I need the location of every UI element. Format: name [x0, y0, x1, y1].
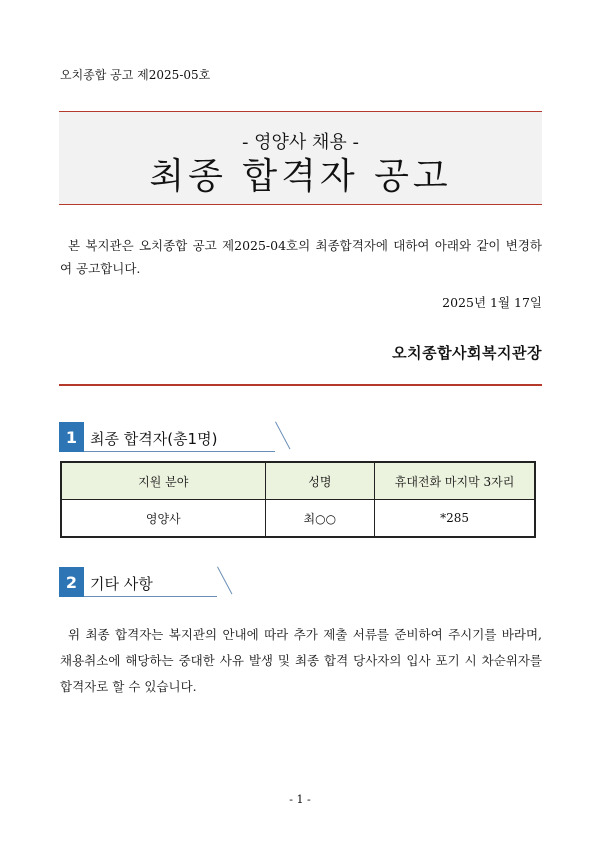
notice-number: 오치종합 공고 제2025-05호 — [60, 68, 211, 82]
page-number: - 1 - — [289, 793, 311, 806]
organization-name: 오치종합사회복지관장 — [392, 344, 542, 362]
intro-paragraph: 본 복지관은 오치종합 공고 제2025-04호의 최종합격자에 대하여 아래와 같이 변경하여 공고합니다. — [60, 238, 542, 276]
section-title: 기타 사항 — [90, 575, 153, 593]
column-header: 휴대전화 마지막 3자리 — [375, 462, 535, 500]
section-underline — [84, 451, 275, 452]
section-number: 1 — [59, 422, 84, 452]
page-title: 최종 합격자 공고 — [149, 156, 452, 197]
table-header-row — [61, 462, 535, 500]
section-underline — [84, 596, 217, 597]
column-header: 성명 — [265, 462, 375, 500]
subtitle: - 영양사 채용 - — [241, 132, 360, 153]
title-box — [59, 111, 542, 205]
section-title: 최종 합격자(총1명) — [90, 430, 218, 448]
section-slant — [217, 567, 232, 595]
table-cell: 최○○ — [265, 500, 375, 538]
table-cell: *285 — [375, 500, 535, 538]
table-row — [61, 500, 535, 538]
table-cell: 영양사 — [61, 500, 265, 538]
divider — [59, 384, 542, 386]
section-slant — [275, 422, 290, 450]
notice-date: 2025년 1월 17일 — [442, 295, 542, 310]
other-paragraph: 위 최종 합격자는 복지관의 안내에 따라 추가 제출 서류를 준비하여 주시기를 바라며, 채용취소에 해당하는 중대한 사유 발생 및 최종 합격 당사자의 입사 포기 시 차순위자를 합격자로 할 수 있습니다. — [60, 627, 542, 694]
result-table — [60, 461, 536, 538]
section-number: 2 — [59, 567, 84, 597]
column-header: 지원 분야 — [61, 462, 265, 500]
